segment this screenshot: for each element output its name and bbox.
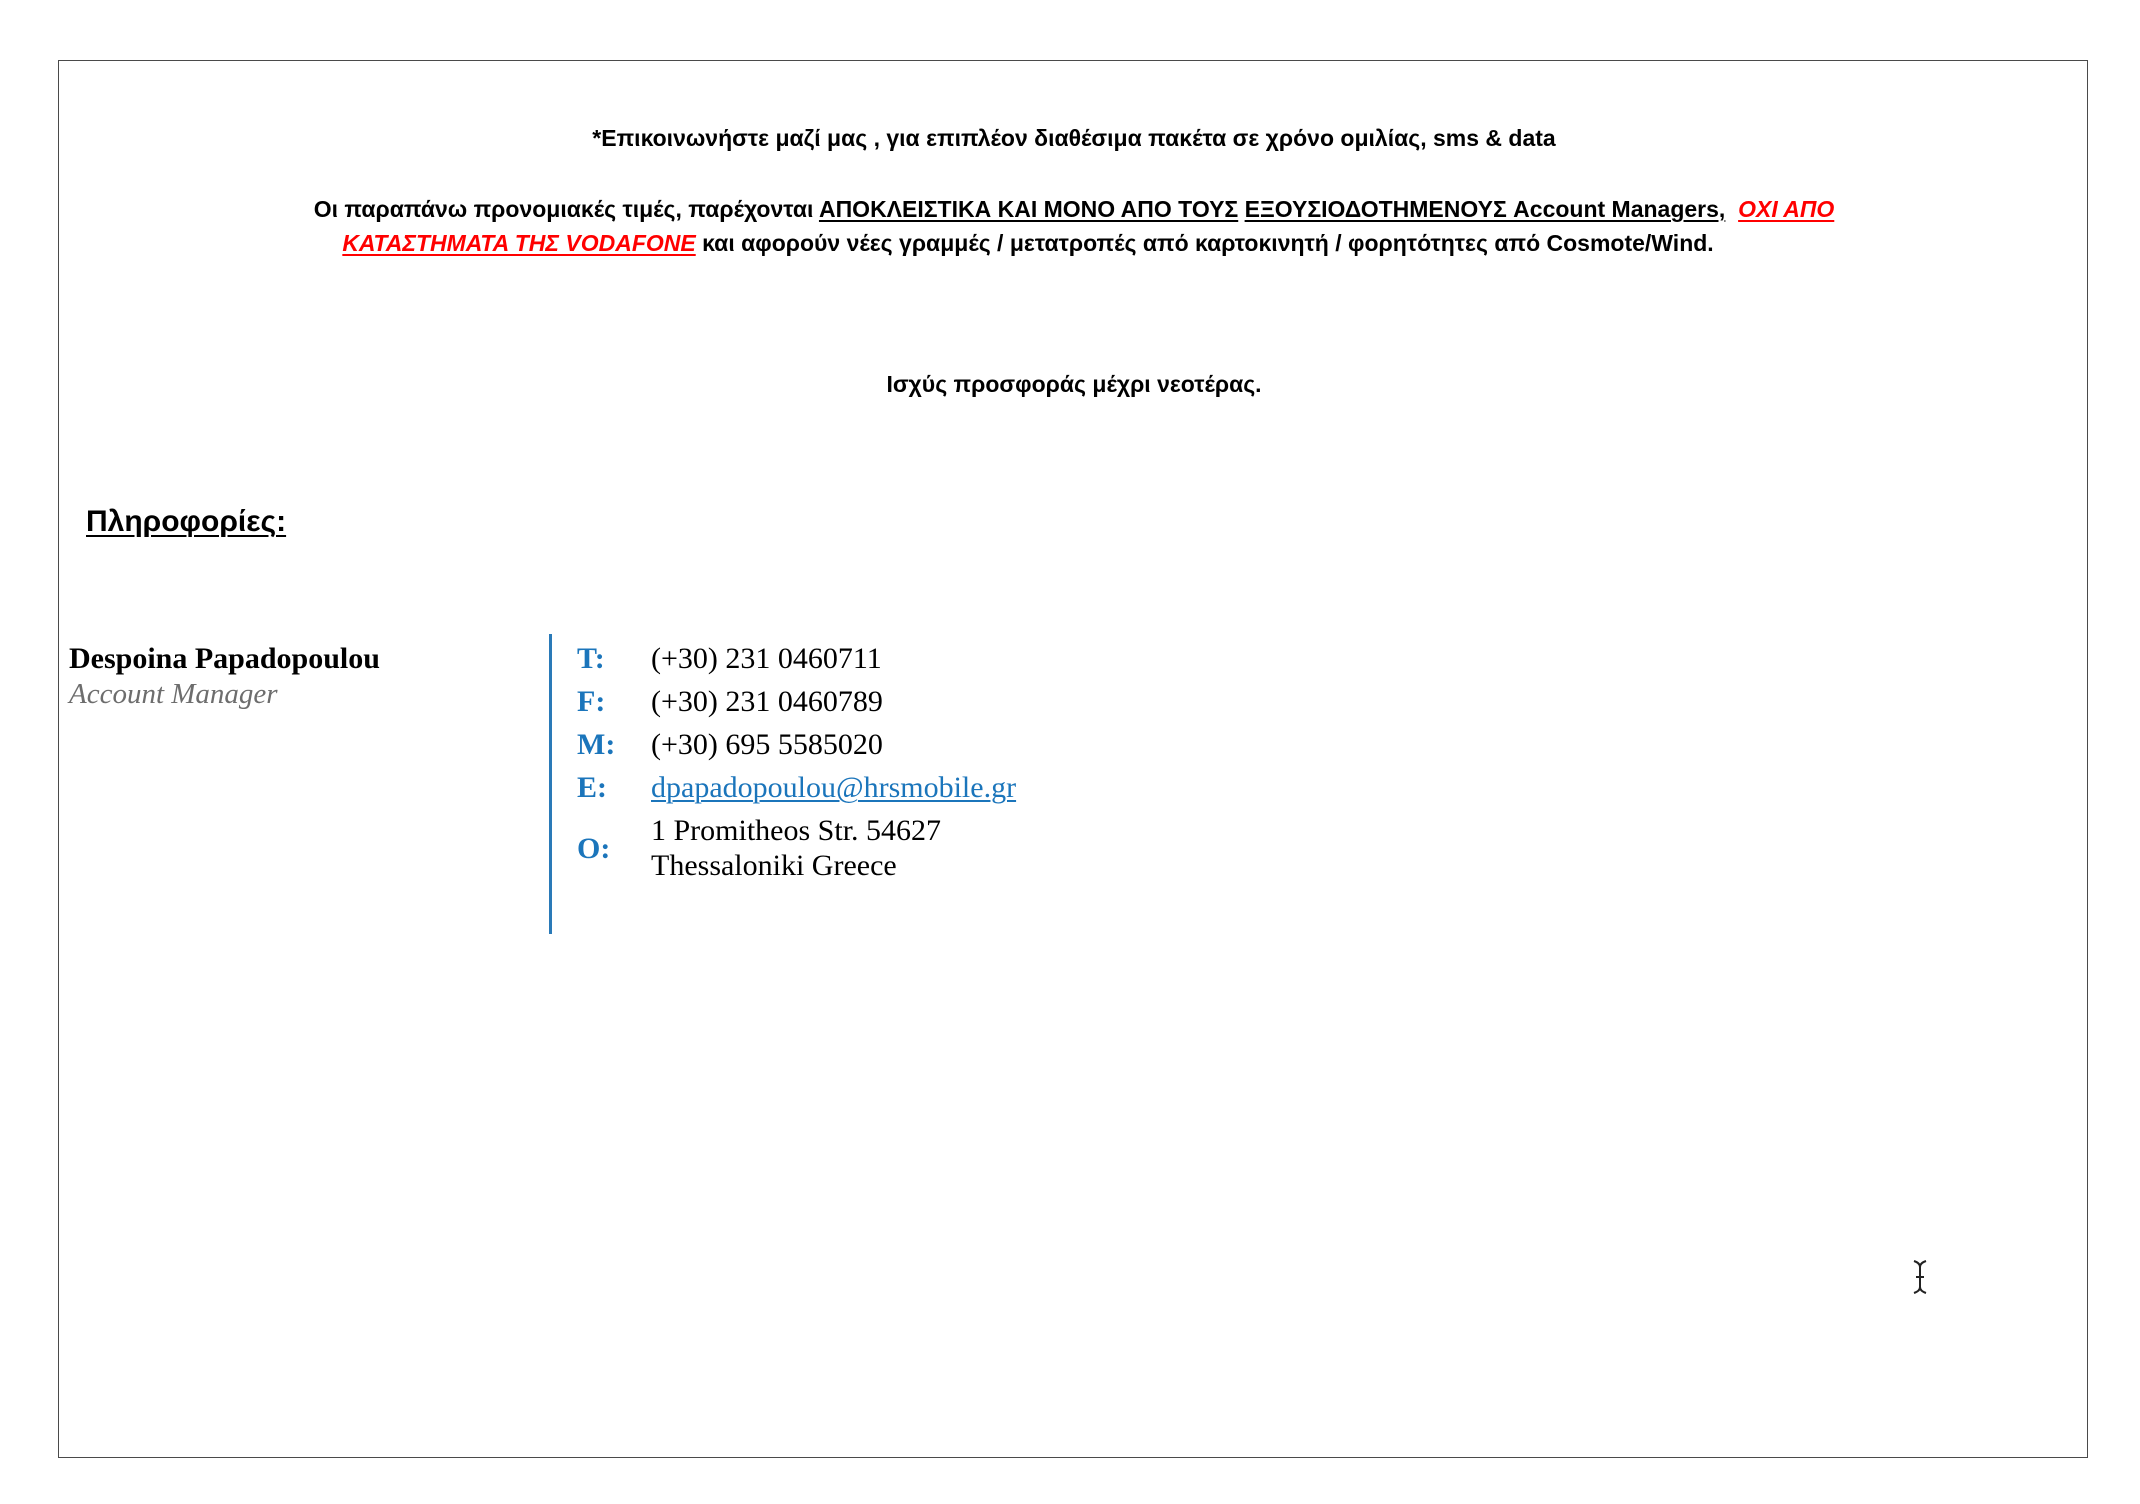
office-address-city: Thessaloniki Greece <box>651 849 897 882</box>
offer-validity: Ισχύς προσφοράς μέχρι νεοτέρας. <box>886 371 1262 397</box>
disclaimer-warning-text: ΟΧΙ ΑΠΟ <box>1738 196 1835 222</box>
disclaimer-authorized-text: ΕΞΟΥΣΙΟΔΟΤΗΜΕΝΟΥΣ Account Managers, <box>1244 196 1726 222</box>
office-address-street: 1 Promitheos Str. 54627 <box>651 814 942 847</box>
mobile-label: M: <box>577 728 616 761</box>
fax-label: F: <box>577 685 606 718</box>
disclaimer-paragraph <box>59 192 2089 260</box>
info-heading: Πληροφορίες: <box>86 505 287 538</box>
disclaimer-scope-text: και αφορούν νέες γραμμές / μετατροπές από καρτοκινητή / φορητότητες από Cosmote/Wind. <box>695 230 1714 256</box>
phone-label: T: <box>577 642 605 675</box>
signature-role: Account Manager <box>69 678 278 710</box>
disclaimer-stores-warning-text: ΚΑΤΑΣΤΗΜΑΤΑ ΤΗΣ VODAFONE <box>342 230 696 256</box>
signature-divider <box>549 634 552 934</box>
document-page <box>58 60 2088 1458</box>
email-label: E: <box>577 771 607 804</box>
packages-notice: *Επικοινωνήστε μαζί μας , για επιπλέον διαθέσιμα πακέτα σε χρόνο ομιλίας, sms & data <box>592 125 1556 151</box>
disclaimer-exclusive-text: ΑΠΟΚΛΕΙΣΤΙΚΑ ΚΑΙ ΜΟΝΟ ΑΠΟ ΤΟΥΣ <box>818 196 1239 222</box>
signature-name: Despoina Papadopoulou <box>69 642 380 675</box>
email-link[interactable]: dpapadopoulou@hrsmobile.gr <box>651 771 1017 804</box>
text-cursor-icon <box>1912 1259 1928 1295</box>
office-label: O: <box>577 832 611 865</box>
mobile-value: (+30) 695 5585020 <box>651 728 883 761</box>
disclaimer-line-2 <box>59 226 2089 260</box>
disclaimer-text: Οι παραπάνω προνομιακές τιμές, παρέχονται <box>313 196 819 222</box>
fax-value: (+30) 231 0460789 <box>651 685 883 718</box>
phone-value: (+30) 231 0460711 <box>651 642 882 675</box>
disclaimer-line-1 <box>59 192 2089 226</box>
